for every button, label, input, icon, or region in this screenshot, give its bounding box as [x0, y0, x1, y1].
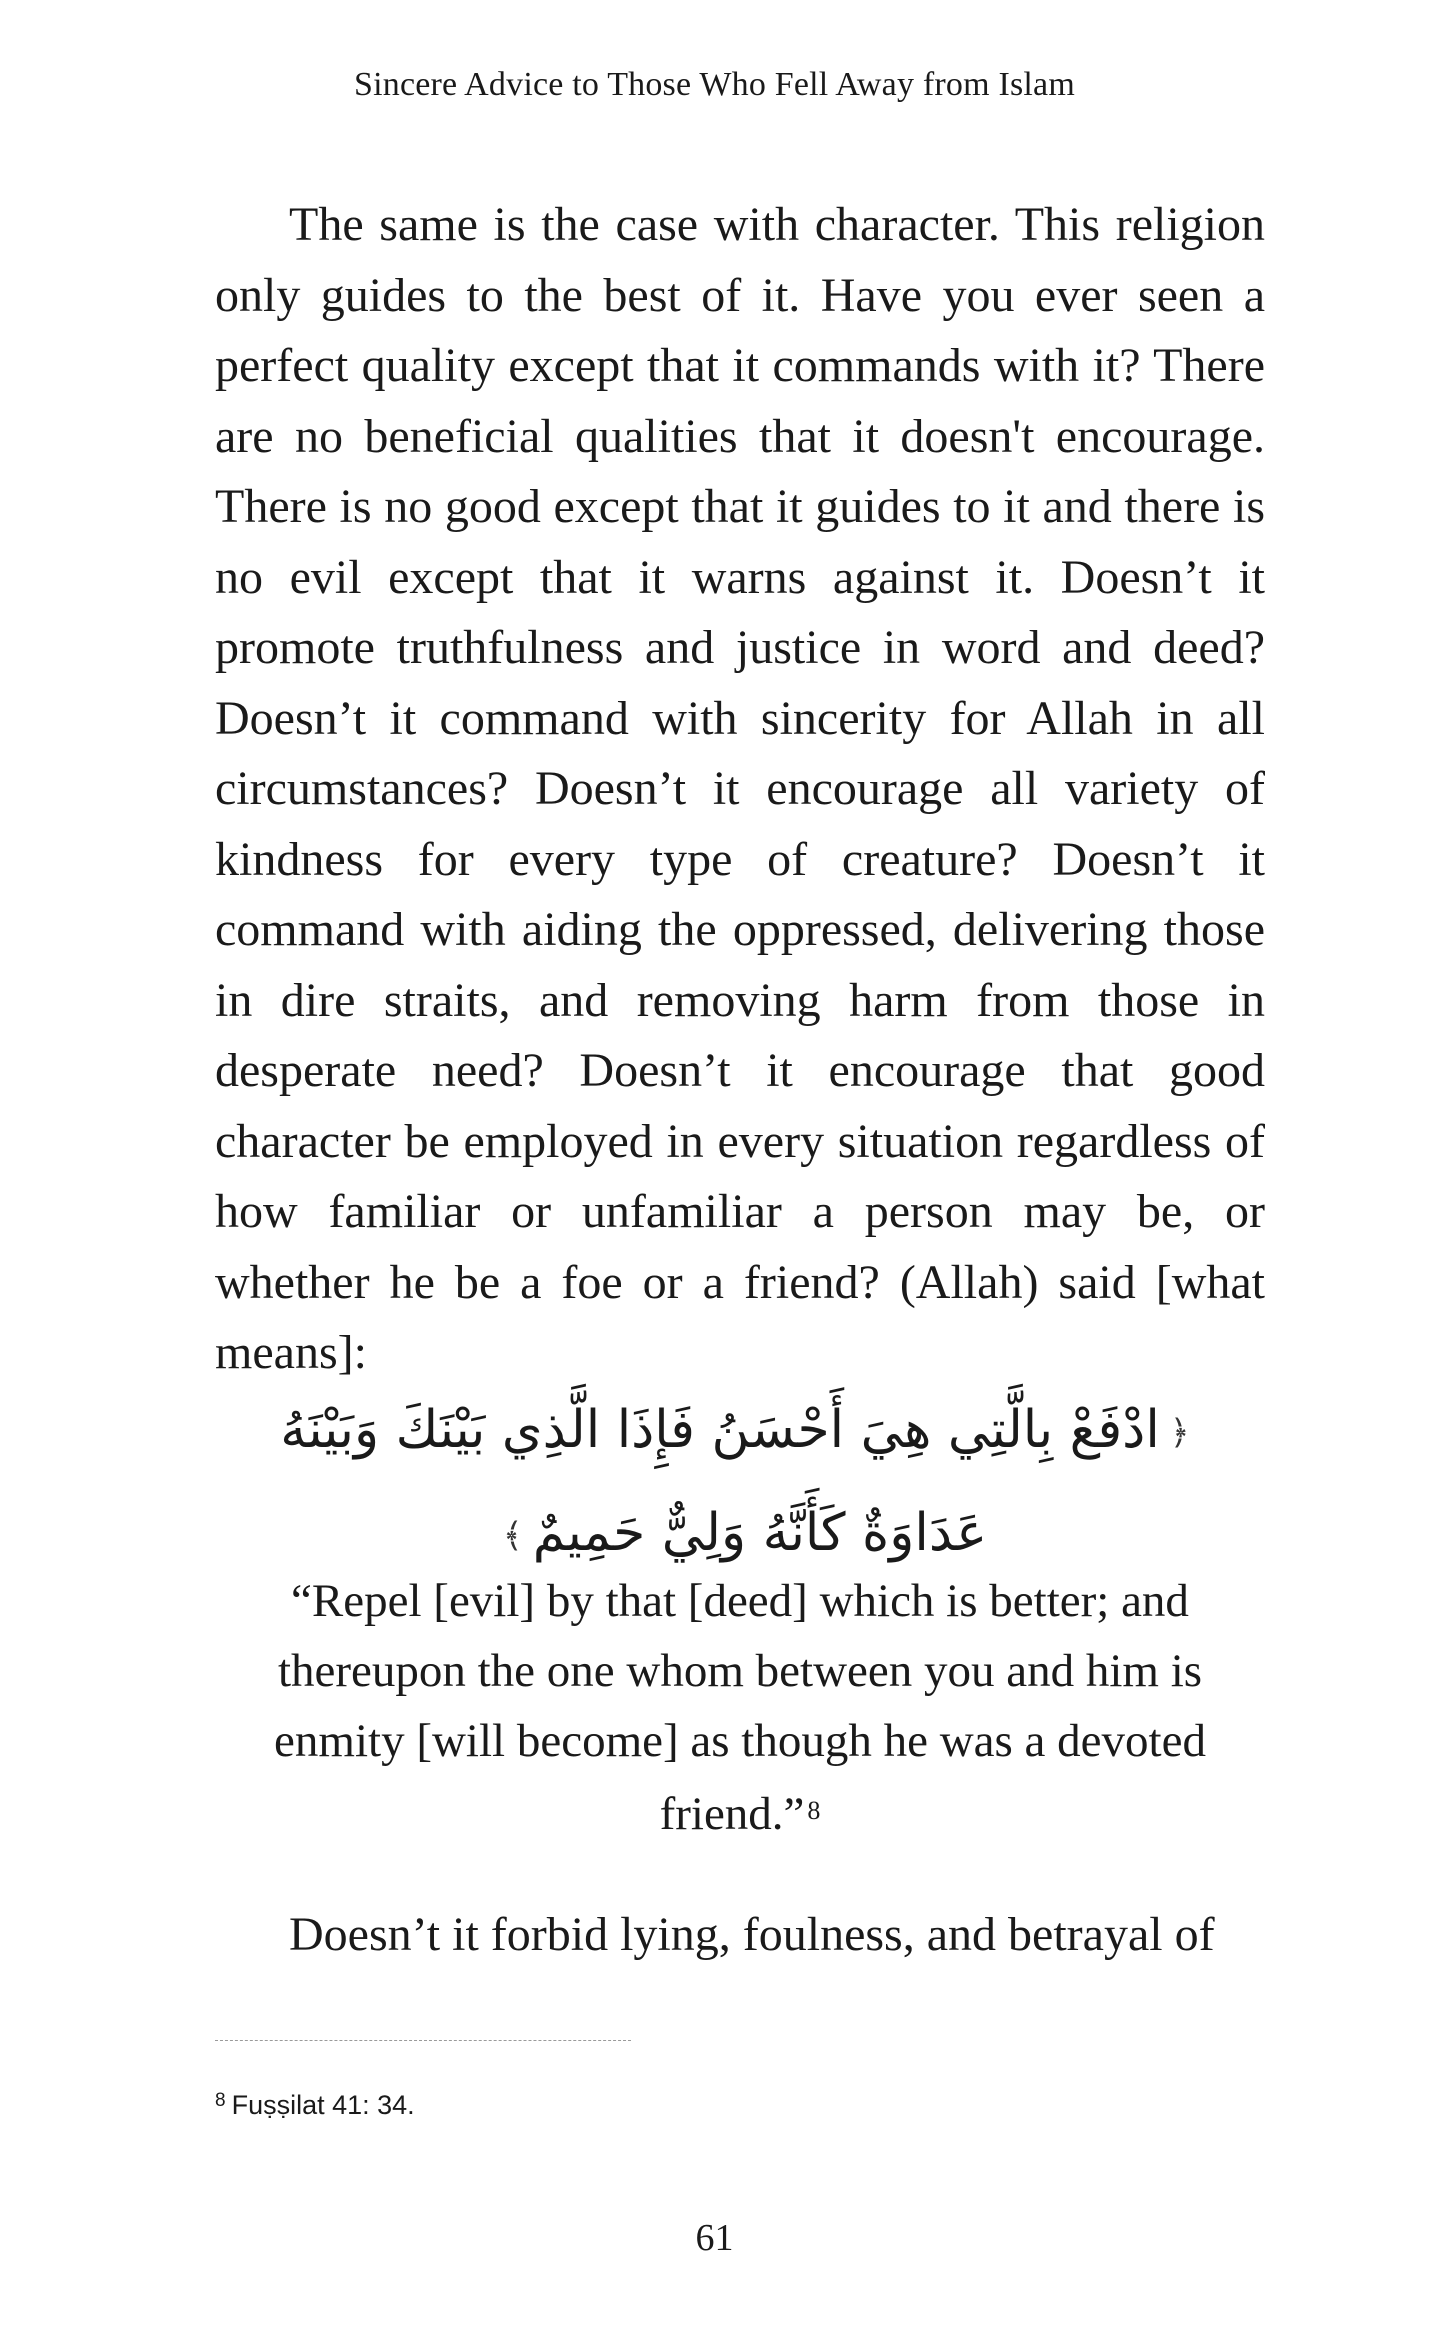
verse-translation-text: “Repel [evil] by that [deed] which is better; and thereupon the one whom between you and him is enmity [will become] as though he was a devoted friend.”	[274, 1575, 1206, 1840]
footnote-8	[215, 2090, 415, 2121]
body-paragraph-2: Doesn’t it forbid lying, foulness, and betrayal of	[289, 1908, 1215, 1961]
verse-arabic-text: ادْفَعْ بِالَّتِي هِيَ أَحْسَنُ فَإِذَا الَّذِي بَيْنَكَ وَبَيْنَهُ عَدَاوَةٌ كَأَنَّهُ وَلِيٌّ حَمِيمٌ	[280, 1400, 1160, 1563]
footnote-number: 8	[215, 2090, 226, 2111]
footnote-separator	[215, 2040, 631, 2041]
page-number: 61	[695, 2217, 734, 2259]
footnote-reference[interactable]: 8	[807, 1796, 821, 1825]
running-header: Sincere Advice to Those Who Fell Away from Islam	[354, 66, 1075, 103]
footnote-text: Fuṣṣilat 41: 34.	[231, 2090, 415, 2120]
quran-verse-translation	[240, 1566, 1240, 1849]
body-paragraph-1: The same is the case with character. This religion only guides to the best of it. Have you ever seen a perfect quality except that it commands with it? There are no beneficial qualities that it doesn't encourage. There is no good except that it guides to it and there is no evil except that it warns against it. Doesn’t it promote truthfulness and justice in word and deed? Doesn’t it command with sincerity for Allah in all circumstances? Doesn’t it encourage all variety of kindness for every type of creature? Doesn’t it command with aiding the oppressed, delivering those in dire straits, and removing harm from those in desperate need? Doesn’t it encourage that good character be employed in every situation regardless of how familiar or unfamiliar a person may be, or whether he be a foe or a friend? (Allah) said [what means]:	[215, 198, 1265, 1379]
quran-verse-arabic	[215, 1380, 1265, 1586]
ornate-bracket-open: ﴿	[1169, 1413, 1190, 1453]
ornate-bracket-close: ﴾	[502, 1516, 523, 1556]
